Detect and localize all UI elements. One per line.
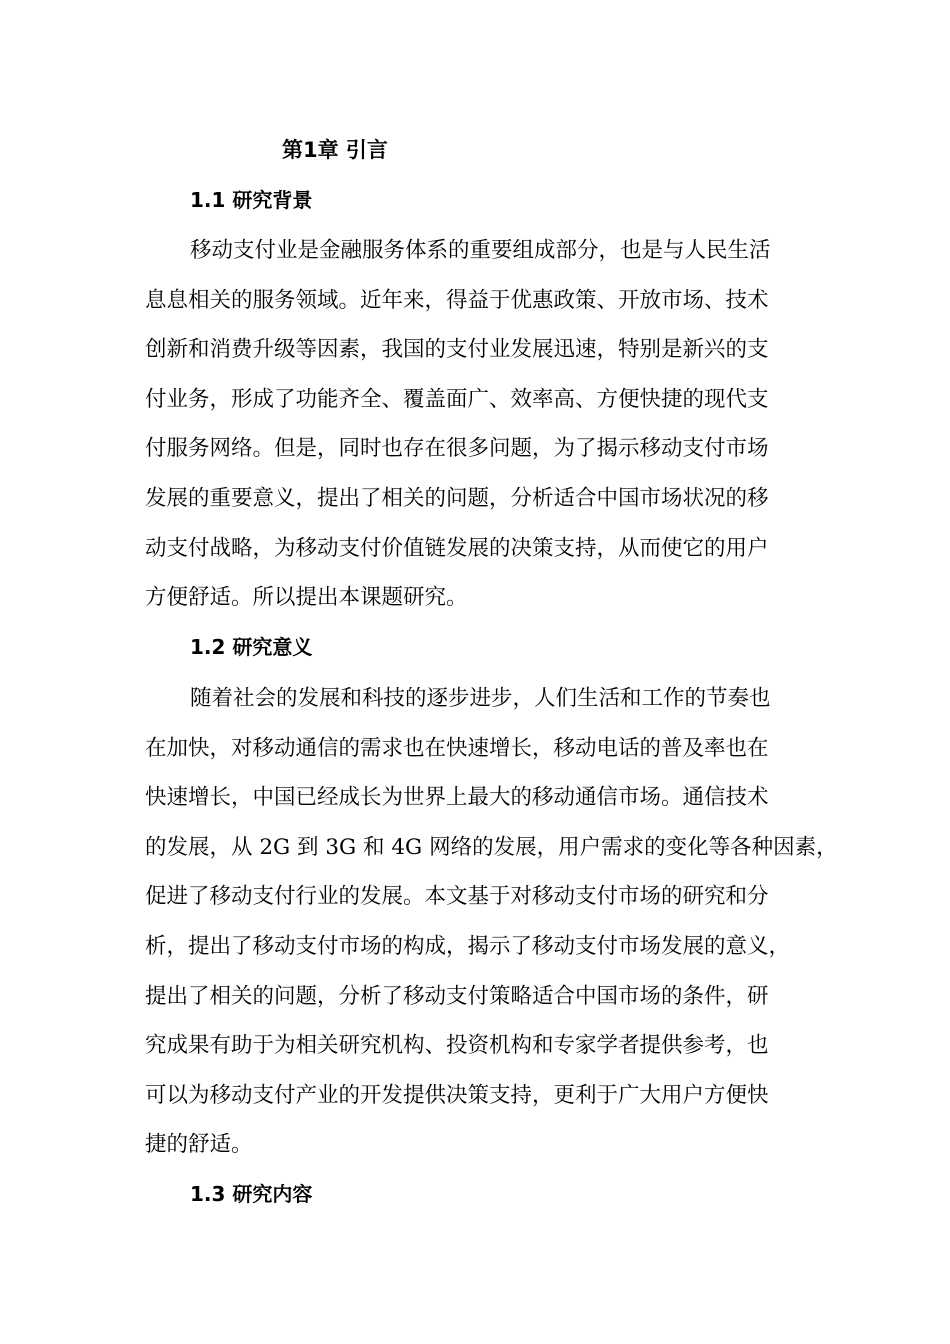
paragraph-line: 的发展，从 2G 到 3G 和 4G 网络的发展，用户需求的变化等各种因素， <box>145 834 838 860</box>
chapter-title: 第1章 引言 <box>282 138 388 162</box>
paragraph-research-significance <box>145 674 838 1170</box>
paragraph-line: 发展的重要意义，提出了相关的问题，分析适合中国市场状况的移 <box>145 485 769 511</box>
paragraph-line: 付业务，形成了功能齐全、覆盖面广、效率高、方便快捷的现代支 <box>145 386 769 412</box>
paragraph-line: 付服务网络。但是，同时也存在很多问题，为了揭示移动支付市场 <box>145 436 769 462</box>
paragraph-line: 提出了相关的问题，分析了移动支付策略适合中国市场的条件，研 <box>145 983 769 1009</box>
paragraph-line: 可以为移动支付产业的开发提供决策支持，更利于广大用户方便快 <box>145 1082 769 1108</box>
paragraph-research-background <box>145 226 825 623</box>
paragraph-line: 促进了移动支付行业的发展。本文基于对移动支付市场的研究和分 <box>145 884 769 910</box>
section-heading-1-3: 1.3 研究内容 <box>190 1182 313 1206</box>
paragraph-line: 创新和消费升级等因素，我国的支付业发展迅速，特别是新兴的支 <box>145 337 769 363</box>
paragraph-line: 究成果有助于为相关研究机构、投资机构和专家学者提供参考，也 <box>145 1033 769 1059</box>
paragraph-line: 动支付战略，为移动支付价值链发展的决策支持，从而使它的用户 <box>145 535 769 561</box>
paragraph-line: 析，提出了移动支付市场的构成，揭示了移动支付市场发展的意义， <box>145 933 791 959</box>
paragraph-line: 方便舒适。所以提出本课题研究。 <box>145 585 468 611</box>
paragraph-line: 随着社会的发展和科技的逐步进步，人们生活和工作的节奏也 <box>190 686 771 711</box>
paragraph-line: 息息相关的服务领域。近年来，得益于优惠政策、开放市场、技术 <box>145 287 769 313</box>
section-heading-1-1: 1.1 研究背景 <box>190 188 313 212</box>
paragraph-line: 快速增长，中国已经成长为世界上最大的移动通信市场。通信技术 <box>145 785 769 811</box>
paragraph-line: 捷的舒适。 <box>145 1132 253 1158</box>
paragraph-line: 在加快，对移动通信的需求也在快速增长，移动电话的普及率也在 <box>145 735 769 761</box>
paragraph-line: 移动支付业是金融服务体系的重要组成部分，也是与人民生活 <box>190 238 771 263</box>
section-heading-1-2: 1.2 研究意义 <box>190 635 313 659</box>
